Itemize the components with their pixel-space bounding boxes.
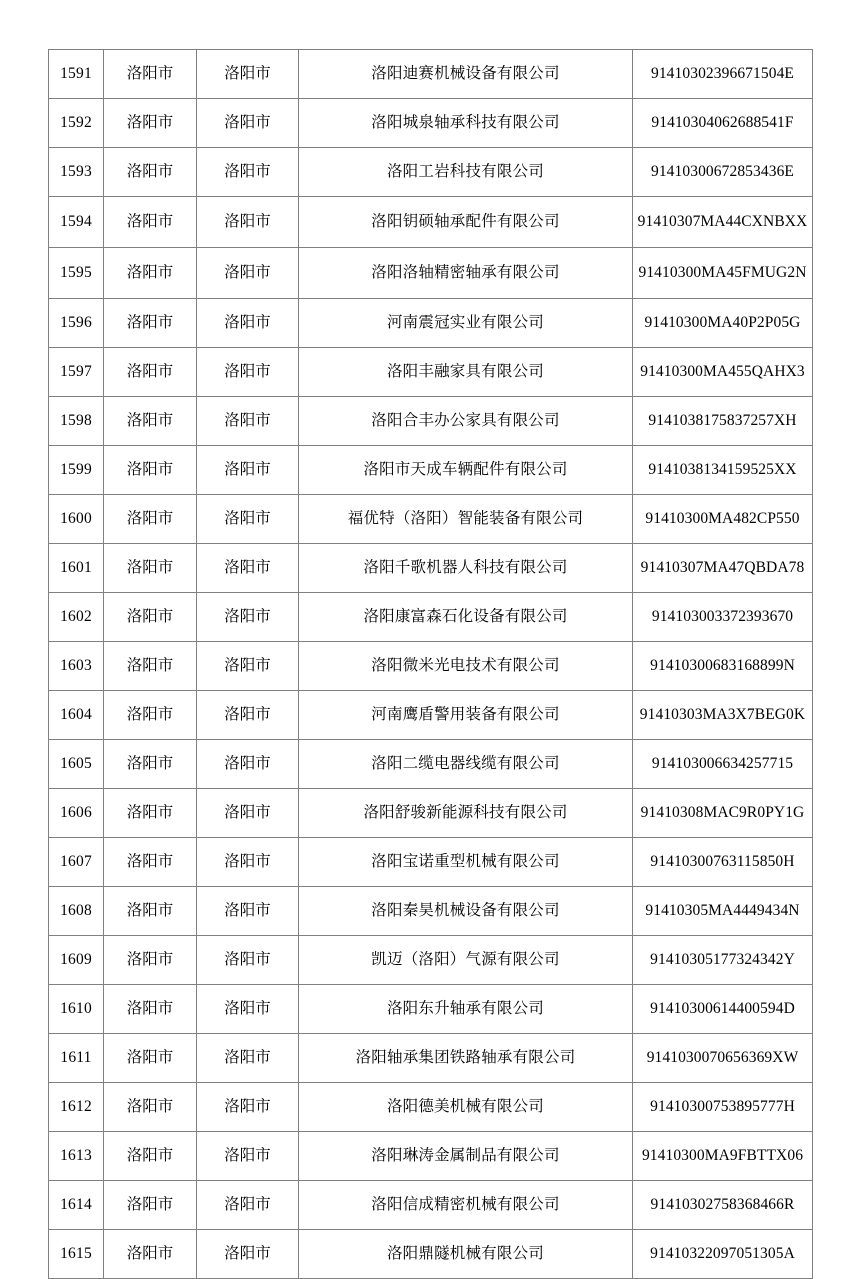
cell-city: 洛阳市	[104, 1230, 197, 1279]
cell-sequence-number: 1596	[49, 299, 104, 348]
cell-credit-code: 91410300763115850H	[633, 838, 813, 887]
cell-city: 洛阳市	[104, 1034, 197, 1083]
cell-city: 洛阳市	[104, 936, 197, 985]
cell-county: 洛阳市	[197, 593, 299, 642]
cell-city: 洛阳市	[104, 495, 197, 544]
cell-city: 洛阳市	[104, 789, 197, 838]
cell-enterprise-name: 洛阳二缆电器线缆有限公司	[299, 740, 633, 789]
cell-county: 洛阳市	[197, 495, 299, 544]
cell-sequence-number: 1612	[49, 1083, 104, 1132]
cell-county: 洛阳市	[197, 248, 299, 299]
cell-county: 洛阳市	[197, 691, 299, 740]
table-row	[49, 544, 813, 593]
table-row	[49, 50, 813, 99]
cell-enterprise-name: 洛阳洛轴精密轴承有限公司	[299, 248, 633, 299]
cell-credit-code: 91410300683168899N	[633, 642, 813, 691]
cell-county: 洛阳市	[197, 838, 299, 887]
table-row	[49, 642, 813, 691]
table-row	[49, 936, 813, 985]
cell-sequence-number: 1591	[49, 50, 104, 99]
enterprise-table	[48, 49, 813, 1279]
cell-sequence-number: 1604	[49, 691, 104, 740]
table-row	[49, 1034, 813, 1083]
table-row	[49, 197, 813, 248]
cell-credit-code: 9141038134159525XX	[633, 446, 813, 495]
cell-county: 洛阳市	[197, 789, 299, 838]
cell-city: 洛阳市	[104, 397, 197, 446]
cell-sequence-number: 1610	[49, 985, 104, 1034]
cell-city: 洛阳市	[104, 838, 197, 887]
table-row	[49, 1230, 813, 1279]
cell-city: 洛阳市	[104, 642, 197, 691]
cell-enterprise-name: 洛阳市天成车辆配件有限公司	[299, 446, 633, 495]
cell-county: 洛阳市	[197, 299, 299, 348]
cell-county: 洛阳市	[197, 446, 299, 495]
cell-sequence-number: 1611	[49, 1034, 104, 1083]
cell-credit-code: 91410304062688541F	[633, 99, 813, 148]
cell-sequence-number: 1601	[49, 544, 104, 593]
cell-credit-code: 9141038175837257XH	[633, 397, 813, 446]
cell-county: 洛阳市	[197, 197, 299, 248]
cell-enterprise-name: 洛阳琳涛金属制品有限公司	[299, 1132, 633, 1181]
table-row	[49, 593, 813, 642]
cell-sequence-number: 1594	[49, 197, 104, 248]
cell-credit-code: 914103003372393670	[633, 593, 813, 642]
cell-city: 洛阳市	[104, 593, 197, 642]
table-row	[49, 446, 813, 495]
cell-city: 洛阳市	[104, 887, 197, 936]
cell-city: 洛阳市	[104, 299, 197, 348]
cell-enterprise-name: 河南鹰盾警用装备有限公司	[299, 691, 633, 740]
cell-city: 洛阳市	[104, 544, 197, 593]
cell-sequence-number: 1597	[49, 348, 104, 397]
cell-credit-code: 914103006634257715	[633, 740, 813, 789]
cell-credit-code: 91410302396671504E	[633, 50, 813, 99]
cell-county: 洛阳市	[197, 544, 299, 593]
cell-county: 洛阳市	[197, 936, 299, 985]
cell-sequence-number: 1602	[49, 593, 104, 642]
cell-city: 洛阳市	[104, 985, 197, 1034]
cell-sequence-number: 1606	[49, 789, 104, 838]
table-row	[49, 495, 813, 544]
cell-sequence-number: 1608	[49, 887, 104, 936]
cell-credit-code: 91410303MA3X7BEG0K	[633, 691, 813, 740]
cell-sequence-number: 1615	[49, 1230, 104, 1279]
cell-city: 洛阳市	[104, 348, 197, 397]
cell-county: 洛阳市	[197, 1181, 299, 1230]
cell-credit-code: 91410300MA482CP550	[633, 495, 813, 544]
cell-county: 洛阳市	[197, 1230, 299, 1279]
table-row	[49, 348, 813, 397]
cell-county: 洛阳市	[197, 50, 299, 99]
cell-credit-code: 91410305177324342Y	[633, 936, 813, 985]
cell-enterprise-name: 洛阳工岩科技有限公司	[299, 148, 633, 197]
cell-credit-code: 91410300614400594D	[633, 985, 813, 1034]
enterprise-table-container	[48, 49, 812, 1279]
cell-credit-code: 91410300MA40P2P05G	[633, 299, 813, 348]
cell-city: 洛阳市	[104, 446, 197, 495]
cell-enterprise-name: 福优特（洛阳）智能装备有限公司	[299, 495, 633, 544]
cell-sequence-number: 1609	[49, 936, 104, 985]
cell-county: 洛阳市	[197, 985, 299, 1034]
cell-county: 洛阳市	[197, 1132, 299, 1181]
cell-sequence-number: 1600	[49, 495, 104, 544]
cell-enterprise-name: 洛阳鼎隧机械有限公司	[299, 1230, 633, 1279]
cell-county: 洛阳市	[197, 642, 299, 691]
table-body	[49, 50, 813, 1279]
cell-enterprise-name: 洛阳康富森石化设备有限公司	[299, 593, 633, 642]
cell-county: 洛阳市	[197, 740, 299, 789]
cell-credit-code: 91410300MA9FBTTX06	[633, 1132, 813, 1181]
cell-enterprise-name: 河南震冠实业有限公司	[299, 299, 633, 348]
cell-city: 洛阳市	[104, 691, 197, 740]
cell-enterprise-name: 洛阳德美机械有限公司	[299, 1083, 633, 1132]
cell-city: 洛阳市	[104, 99, 197, 148]
table-row	[49, 789, 813, 838]
table-row	[49, 838, 813, 887]
cell-enterprise-name: 洛阳微米光电技术有限公司	[299, 642, 633, 691]
cell-enterprise-name: 洛阳信成精密机械有限公司	[299, 1181, 633, 1230]
cell-city: 洛阳市	[104, 1132, 197, 1181]
table-row	[49, 887, 813, 936]
cell-sequence-number: 1603	[49, 642, 104, 691]
cell-sequence-number: 1607	[49, 838, 104, 887]
cell-credit-code: 91410300753895777H	[633, 1083, 813, 1132]
cell-sequence-number: 1593	[49, 148, 104, 197]
cell-credit-code: 91410302758368466R	[633, 1181, 813, 1230]
cell-enterprise-name: 凯迈（洛阳）气源有限公司	[299, 936, 633, 985]
cell-sequence-number: 1598	[49, 397, 104, 446]
cell-sequence-number: 1592	[49, 99, 104, 148]
cell-city: 洛阳市	[104, 1181, 197, 1230]
cell-enterprise-name: 洛阳舒骏新能源科技有限公司	[299, 789, 633, 838]
table-row	[49, 299, 813, 348]
cell-enterprise-name: 洛阳千歌机器人科技有限公司	[299, 544, 633, 593]
cell-enterprise-name: 洛阳迪赛机械设备有限公司	[299, 50, 633, 99]
table-row	[49, 691, 813, 740]
table-row	[49, 1083, 813, 1132]
cell-city: 洛阳市	[104, 197, 197, 248]
cell-sequence-number: 1614	[49, 1181, 104, 1230]
cell-enterprise-name: 洛阳合丰办公家具有限公司	[299, 397, 633, 446]
cell-county: 洛阳市	[197, 348, 299, 397]
table-row	[49, 148, 813, 197]
cell-credit-code: 91410322097051305A	[633, 1230, 813, 1279]
table-row	[49, 397, 813, 446]
cell-enterprise-name: 洛阳丰融家具有限公司	[299, 348, 633, 397]
cell-city: 洛阳市	[104, 50, 197, 99]
table-row	[49, 985, 813, 1034]
cell-county: 洛阳市	[197, 148, 299, 197]
cell-county: 洛阳市	[197, 887, 299, 936]
cell-sequence-number: 1613	[49, 1132, 104, 1181]
cell-sequence-number: 1605	[49, 740, 104, 789]
cell-city: 洛阳市	[104, 248, 197, 299]
cell-enterprise-name: 洛阳东升轴承有限公司	[299, 985, 633, 1034]
cell-city: 洛阳市	[104, 1083, 197, 1132]
cell-county: 洛阳市	[197, 397, 299, 446]
cell-credit-code: 91410308MAC9R0PY1G	[633, 789, 813, 838]
cell-city: 洛阳市	[104, 148, 197, 197]
table-row	[49, 740, 813, 789]
cell-county: 洛阳市	[197, 1083, 299, 1132]
cell-credit-code: 91410300MA455QAHX3	[633, 348, 813, 397]
cell-credit-code: 91410305MA4449434N	[633, 887, 813, 936]
cell-county: 洛阳市	[197, 99, 299, 148]
cell-enterprise-name: 洛阳宝诺重型机械有限公司	[299, 838, 633, 887]
table-row	[49, 1181, 813, 1230]
cell-credit-code: 91410300672853436E	[633, 148, 813, 197]
cell-credit-code: 9141030070656369XW	[633, 1034, 813, 1083]
cell-city: 洛阳市	[104, 740, 197, 789]
cell-sequence-number: 1599	[49, 446, 104, 495]
cell-enterprise-name: 洛阳城泉轴承科技有限公司	[299, 99, 633, 148]
cell-credit-code: 91410300MA45FMUG2N	[633, 248, 813, 299]
cell-enterprise-name: 洛阳秦昊机械设备有限公司	[299, 887, 633, 936]
cell-credit-code: 91410307MA47QBDA78	[633, 544, 813, 593]
table-row	[49, 1132, 813, 1181]
table-row	[49, 248, 813, 299]
cell-county: 洛阳市	[197, 1034, 299, 1083]
cell-enterprise-name: 洛阳轴承集团铁路轴承有限公司	[299, 1034, 633, 1083]
cell-sequence-number: 1595	[49, 248, 104, 299]
cell-enterprise-name: 洛阳钥硕轴承配件有限公司	[299, 197, 633, 248]
cell-credit-code: 91410307MA44CXNBXX	[633, 197, 813, 248]
table-row	[49, 99, 813, 148]
